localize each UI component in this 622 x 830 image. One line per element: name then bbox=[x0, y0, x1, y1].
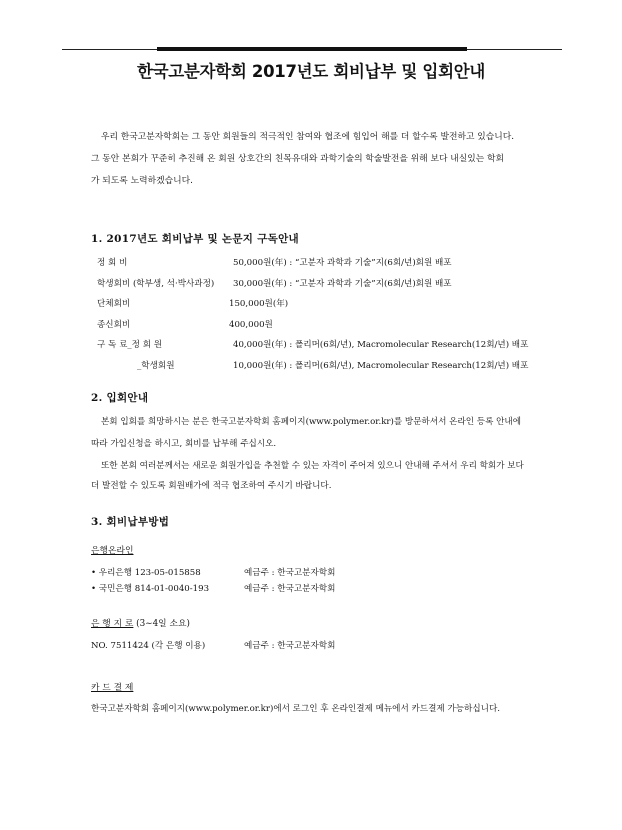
bank-online-title: 은행온라인 bbox=[91, 546, 134, 556]
section-heading-fees: 1. 2017년도 회비납부 및 논문지 구독안내 bbox=[91, 233, 299, 245]
giro-note: (3∼4일 소요) bbox=[133, 619, 190, 629]
giro-title-line bbox=[91, 616, 190, 629]
card-payment-text: 한국고분자학회 홈페이지(www.polymer.or.kr)에서 로그인 후 온라인결제 메뉴에서 카드결제 가능하십니다. bbox=[91, 704, 500, 714]
page-title: 한국고분자학회 2017년도 회비납부 및 입회안내 bbox=[136, 62, 485, 81]
fee-amount: 50,000원(年) : “고분자 과학과 기술”지(6회/년)회원 배포 bbox=[233, 258, 452, 268]
giro-account: NO. 7511424 (각 은행 이용) bbox=[91, 641, 206, 651]
fee-amount: 10,000원(年) : 폴리머(6회/년), Macromolecular Research(12회/년) 배포 bbox=[233, 360, 529, 371]
join-text: 더 발전할 수 있도록 회원배가에 적극 협조하여 주시기 바랍니다. bbox=[91, 481, 332, 491]
fee-category: 정 회 비 bbox=[97, 258, 128, 268]
section-heading-join: 2. 입회안내 bbox=[91, 392, 149, 404]
giro-title: 은 행 지 로 bbox=[91, 619, 134, 629]
card-payment-title: 카 드 결 제 bbox=[91, 683, 134, 693]
intro-line: 그 동안 본회가 꾸준히 추진해 온 회원 상호간의 친목유대와 과학기술의 학술발전을 위해 보다 내실있는 학회 bbox=[91, 154, 505, 164]
fee-amount: 40,000원(年) : 폴리머(6회/년), Macromolecular Research(12회/년) 배포 bbox=[233, 340, 529, 351]
fee-category: 종신회비 bbox=[97, 319, 131, 330]
join-text: 또한 본회 여러분께서는 새로운 회원가입을 추천할 수 있는 자격이 주어져 있으니 안내해 주셔서 우리 학회가 보다 bbox=[101, 461, 524, 471]
fee-category: 학생회비 (학부생, 석·박사과정) bbox=[97, 278, 215, 289]
title-bar bbox=[157, 47, 467, 51]
bank-account: • 우리은행 123-05-015858 bbox=[91, 568, 201, 578]
fee-category: 구 독 료_정 회 원 bbox=[97, 340, 163, 351]
bank-account: • 국민은행 814-01-0040-193 bbox=[91, 584, 210, 594]
fee-category: 단체회비 bbox=[97, 299, 131, 310]
join-text: 따라 가입신청을 하시고, 회비를 납부해 주십시오. bbox=[91, 439, 277, 449]
fee-amount: 400,000원 bbox=[229, 319, 273, 330]
fee-amount: 30,000원(年) : “고분자 과학과 기술”지(6회/년)회원 배포 bbox=[233, 278, 452, 289]
account-holder: 예금주 : 한국고분자학회 bbox=[244, 568, 336, 578]
join-text: 본회 입회를 희망하시는 분은 한국고분자학회 홈페이지(www.polymer.or.kr)를 방문하셔서 온라인 등록 안내에 bbox=[101, 417, 522, 427]
fee-amount: 150,000원(年) bbox=[229, 299, 289, 310]
section-heading-payment: 3. 회비납부방법 bbox=[91, 516, 170, 528]
account-holder: 예금주 : 한국고분자학회 bbox=[244, 584, 336, 594]
intro-paragraph bbox=[91, 126, 541, 192]
fee-category: _학생회원 bbox=[137, 360, 175, 371]
account-holder: 예금주 : 한국고분자학회 bbox=[244, 641, 336, 651]
intro-line: 가 되도록 노력하겠습니다. bbox=[91, 176, 193, 186]
intro-line: 우리 한국고분자학회는 그 동안 회원들의 적극적인 참여와 협조에 힘입어 해를 더 할수록 발전하고 있습니다. bbox=[101, 132, 515, 142]
